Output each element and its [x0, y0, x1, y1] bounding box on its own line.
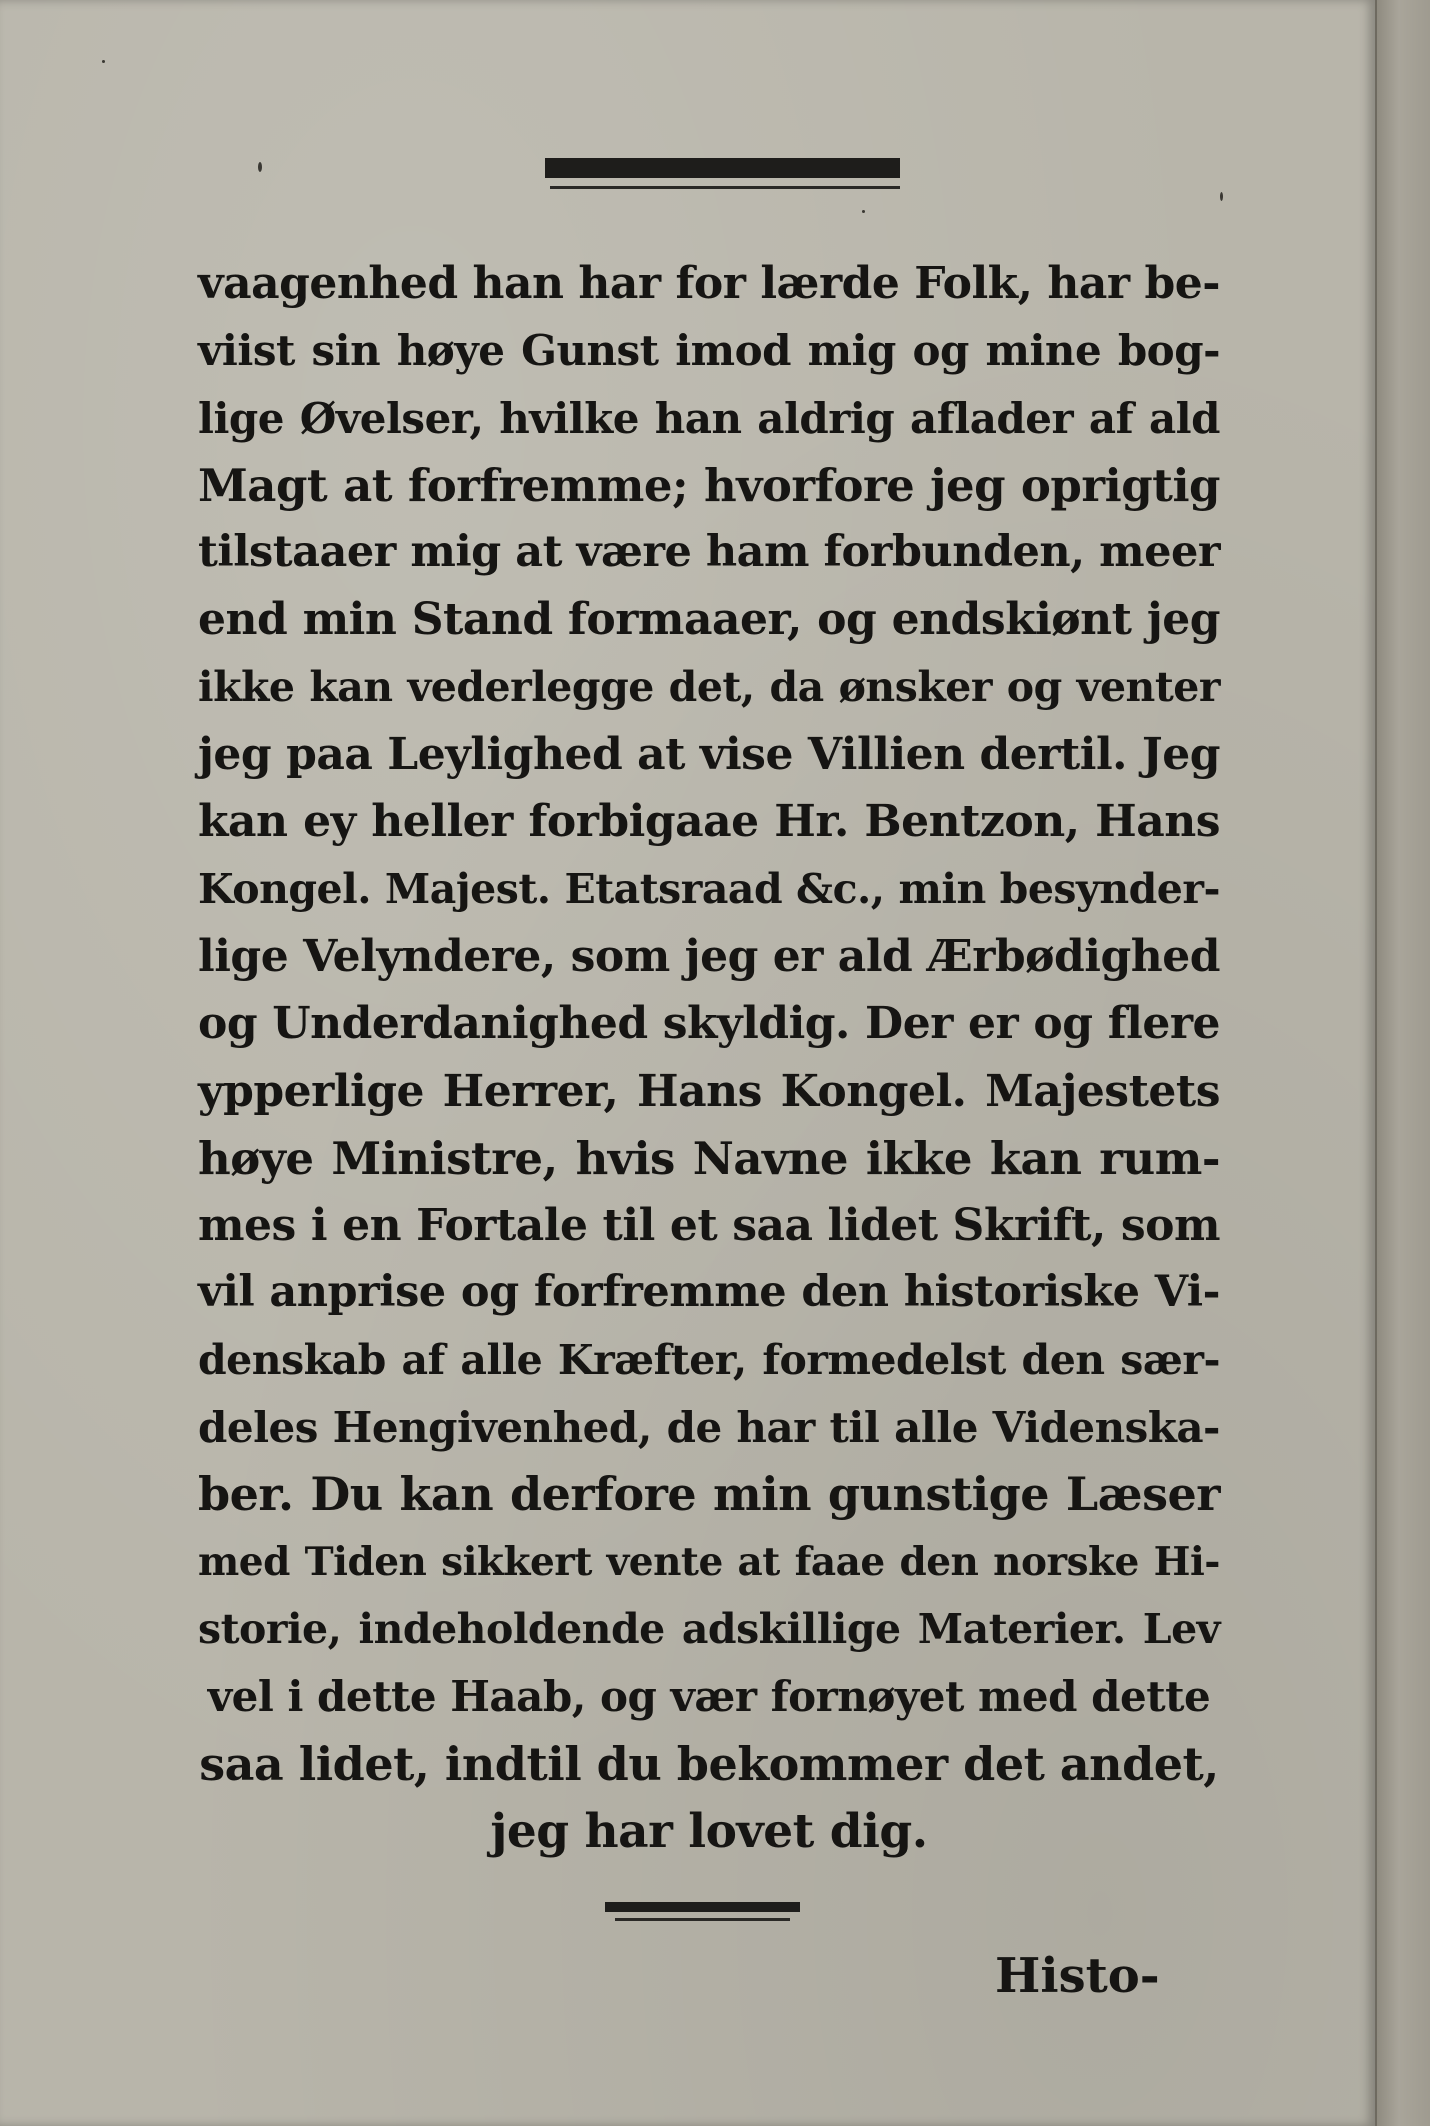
text-line-closing: vel i dette Haab, og vær fornøyet med dette: [207, 1672, 1211, 1722]
text-line: ypperlige Herrer, Hans Kongel. Majestets: [198, 1065, 1220, 1117]
text-line: kan ey heller forbigaae Hr. Bentzon, Hans: [198, 796, 1220, 848]
text-line: end min Stand formaaer, og endskiønt jeg: [198, 594, 1220, 646]
bottom-ornamental-rule: [605, 1902, 800, 1912]
text-line: storie, indeholdende adskillige Materier. Lev: [198, 1604, 1220, 1653]
paper-speck: [102, 60, 105, 63]
bottom-thin-rule: [615, 1918, 790, 1921]
text-line: denskab af alle Kræfter, formedelst den sær-: [198, 1335, 1220, 1384]
paper-speck: [258, 162, 262, 172]
text-line: Kongel. Majest. Etatsraad &c., min besynder-: [198, 864, 1220, 913]
text-line: med Tiden sikkert vente at faae den norske Hi-: [198, 1538, 1220, 1585]
text-line: ikke kan vederlegge det, da ønsker og venter: [198, 662, 1220, 711]
catchword: Histo-: [995, 1948, 1160, 2004]
text-line-closing: saa lidet, indtil du bekommer det andet,: [199, 1736, 1219, 1791]
text-line: deles Hengivenhed, de har til alle Videnska-: [198, 1403, 1220, 1453]
text-line: vaagenhed han har for lærde Folk, har be-: [198, 258, 1220, 309]
adjacent-page-edge: [1375, 0, 1430, 2126]
text-line: lige Velyndere, som jeg er ald Ærbødighed: [198, 930, 1220, 982]
body-text: [198, 250, 1220, 1865]
text-line: lige Øvelser, hvilke han aldrig aflader af ald: [198, 393, 1220, 443]
text-line: Magt at forfremme; hvorfore jeg oprigtig: [198, 458, 1220, 512]
text-line: jeg paa Leylighed at vise Villien dertil. Jeg: [198, 729, 1220, 781]
text-line: høye Ministre, hvis Navne ikke kan rum-: [198, 1131, 1220, 1185]
text-line: viist sin høye Gunst imod mig og mine bog-: [198, 326, 1220, 376]
text-line: tilstaaer mig at være ham forbunden, meer: [198, 527, 1220, 578]
top-thin-rule: [550, 186, 900, 189]
paper-speck: [862, 210, 865, 213]
text-line: vil anprise og forfremme den historiske Vi-: [198, 1267, 1220, 1318]
paper-speck: [1220, 192, 1223, 201]
text-line: ber. Du kan derfore min gunstige Læser: [198, 1467, 1220, 1522]
text-line: og Underdanighed skyldig. Der er og flere: [198, 998, 1220, 1050]
text-line-closing: jeg har lovet dig.: [490, 1803, 928, 1859]
top-ornamental-rule: [545, 158, 900, 178]
text-line: mes i en Fortale til et saa lidet Skrift, som: [198, 1200, 1220, 1252]
